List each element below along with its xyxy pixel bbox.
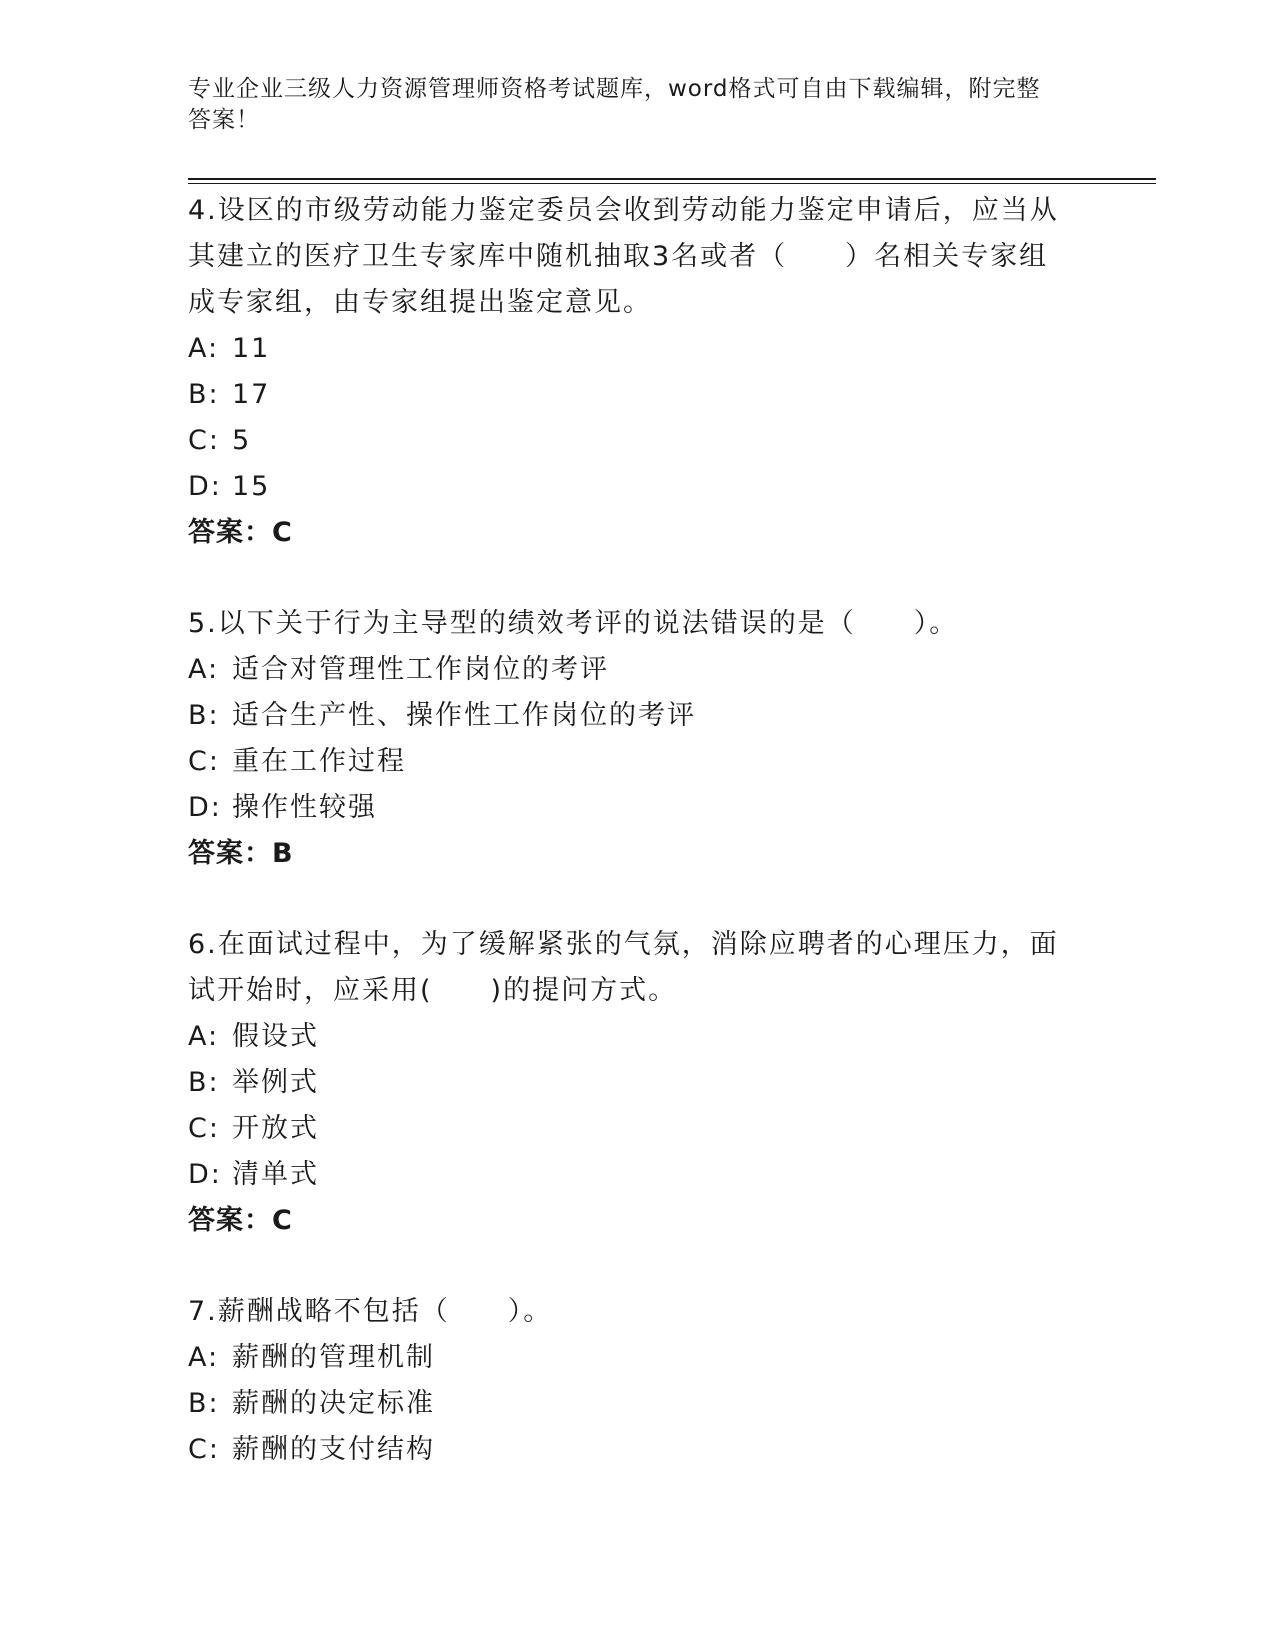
- option-letter: B:: [188, 700, 220, 731]
- option-text: 适合生产性、操作性工作岗位的考评: [232, 700, 696, 731]
- option-text: 11: [232, 333, 271, 364]
- option-b: [188, 1381, 1068, 1427]
- header-divider-thick: [188, 178, 1156, 180]
- option-d: [188, 1152, 1068, 1198]
- spacer: [188, 1244, 1068, 1289]
- question-text-line: 4.设区的市级劳动能力鉴定委员会收到劳动能力鉴定申请后，应当从: [188, 195, 1059, 226]
- answer-value: C: [272, 1205, 293, 1236]
- answer-line: [188, 831, 1068, 877]
- option-c: [188, 1427, 1068, 1473]
- header-divider-thin: [188, 183, 1156, 184]
- option-b: [188, 693, 1068, 739]
- option-letter: B:: [188, 1388, 220, 1419]
- question-text-line: 5.以下关于行为主导型的绩效考评的说法错误的是（ ）。: [188, 608, 959, 639]
- option-letter: C:: [188, 1434, 220, 1465]
- question-text-line: 成专家组，由专家组提出鉴定意见。: [188, 287, 652, 318]
- option-text: 假设式: [232, 1021, 319, 1052]
- option-d: [188, 464, 1068, 510]
- option-b: [188, 372, 1068, 418]
- option-letter: A:: [188, 654, 220, 685]
- answer-label: 答案：: [188, 517, 272, 548]
- option-a: [188, 326, 1068, 372]
- option-b: [188, 1060, 1068, 1106]
- option-letter: A:: [188, 1342, 220, 1373]
- question-6: [188, 922, 1068, 1244]
- question-text-line: 其建立的医疗卫生专家库中随机抽取3名或者（ ）名相关专家组: [188, 241, 1049, 272]
- question-text-line: 7.薪酬战略不包括（ ）。: [188, 1296, 553, 1327]
- answer-label: 答案：: [188, 1205, 272, 1236]
- option-letter: B:: [188, 1067, 220, 1098]
- question-text-line: 试开始时，应采用( )的提问方式。: [188, 975, 678, 1006]
- answer-line: [188, 1198, 1068, 1244]
- option-letter: B:: [188, 379, 220, 410]
- option-text: 薪酬的支付结构: [232, 1434, 435, 1465]
- answer-value: C: [272, 517, 293, 548]
- option-text: 15: [232, 471, 271, 502]
- question-text-line: 6.在面试过程中，为了缓解紧张的气氛，消除应聘者的心理压力，面: [188, 929, 1059, 960]
- option-text: 薪酬的决定标准: [232, 1388, 435, 1419]
- option-letter: D:: [188, 792, 222, 823]
- spacer: [188, 556, 1068, 601]
- option-text: 5: [232, 425, 252, 456]
- option-letter: C:: [188, 746, 220, 777]
- option-a: [188, 1014, 1068, 1060]
- option-text: 开放式: [232, 1113, 319, 1144]
- option-letter: C:: [188, 1113, 220, 1144]
- option-letter: D:: [188, 471, 222, 502]
- option-letter: A:: [188, 1021, 220, 1052]
- question-list: [188, 188, 1068, 1473]
- option-text: 操作性较强: [232, 792, 377, 823]
- option-text: 清单式: [232, 1159, 319, 1190]
- option-letter: D:: [188, 1159, 222, 1190]
- option-a: [188, 647, 1068, 693]
- answer-value: B: [272, 838, 294, 869]
- question-7: [188, 1289, 1068, 1473]
- header-line-1: 专业企业三级人力资源管理师资格考试题库，word格式可自由下载编辑，附完整: [188, 76, 1041, 102]
- option-letter: C:: [188, 425, 220, 456]
- option-text: 17: [232, 379, 271, 410]
- option-text: 适合对管理性工作岗位的考评: [232, 654, 609, 685]
- spacer: [188, 877, 1068, 922]
- answer-line: [188, 510, 1068, 556]
- option-a: [188, 1335, 1068, 1381]
- document-header: [188, 74, 1088, 136]
- option-c: [188, 418, 1068, 464]
- option-letter: A:: [188, 333, 220, 364]
- question-5: [188, 601, 1068, 877]
- option-c: [188, 1106, 1068, 1152]
- answer-label: 答案：: [188, 838, 272, 869]
- option-text: 重在工作过程: [232, 746, 406, 777]
- option-c: [188, 739, 1068, 785]
- header-line-2: 答案！: [188, 107, 260, 133]
- option-text: 薪酬的管理机制: [232, 1342, 435, 1373]
- option-text: 举例式: [232, 1067, 319, 1098]
- question-4: [188, 188, 1068, 556]
- option-d: [188, 785, 1068, 831]
